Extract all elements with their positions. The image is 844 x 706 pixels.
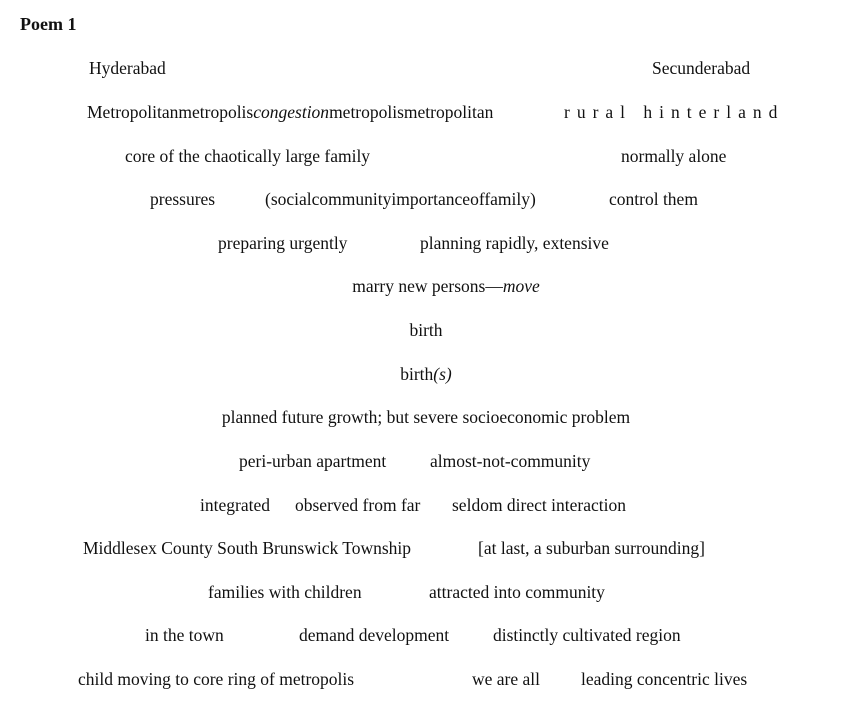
line-10-left: peri-urban apartment: [239, 451, 387, 471]
poem-line-1: [0, 58, 844, 82]
line-2-part-2: metropolismetropolitan: [329, 102, 494, 122]
poem-line-15: [0, 669, 844, 693]
line-11-right: seldom direct interaction: [452, 495, 626, 515]
poem-line-9: [0, 407, 844, 431]
line-8-text: [400, 364, 452, 385]
line-10-right: almost-not-community: [430, 451, 591, 471]
line-15-middle: we are all: [472, 669, 541, 689]
poem-line-10: [0, 451, 844, 475]
line-15-left: child moving to core ring of metropolis: [78, 669, 355, 689]
line-5-left: preparing urgently: [218, 233, 348, 253]
line-12-right: [at last, a suburban surrounding]: [478, 538, 705, 558]
poem-line-3: [0, 146, 844, 170]
line-8-part-1: birth: [400, 364, 434, 384]
line-7-text: birth: [409, 320, 443, 340]
poem-line-8: [0, 364, 844, 388]
line-1-left: Hyderabad: [89, 58, 166, 78]
line-4-right: control them: [609, 189, 698, 209]
line-2-right: rural hinterland: [564, 102, 785, 122]
line-6-emphasis: move: [502, 276, 540, 296]
line-3-left: core of the chaotically large family: [125, 146, 371, 166]
line-11-left: integrated: [200, 495, 270, 515]
line-2-emphasis: congestion: [253, 102, 330, 122]
line-14-right: distinctly cultivated region: [493, 625, 681, 645]
poem-line-13: [0, 582, 844, 606]
line-2-left: [87, 102, 493, 123]
line-15-right: leading concentric lives: [581, 669, 748, 689]
poem-line-6: [0, 276, 844, 300]
poem-line-11: [0, 495, 844, 519]
line-13-right: attracted into community: [429, 582, 605, 602]
line-6-part-1: marry new persons—: [352, 276, 503, 296]
line-4-middle: (socialcommunityimportanceoffamily): [265, 189, 536, 209]
line-9-text: planned future growth; but severe socioeconomic problem: [221, 407, 631, 427]
line-8-emphasis: (s): [433, 364, 452, 384]
line-2-part-1: Metropolitanmetropolis: [87, 102, 254, 122]
poem-line-2: [0, 102, 844, 126]
poem-line-5: [0, 233, 844, 257]
line-13-left: families with children: [208, 582, 362, 602]
line-14-middle: demand development: [299, 625, 450, 645]
line-12-left: Middlesex County South Brunswick Township: [83, 538, 412, 558]
line-3-right: normally alone: [621, 146, 727, 166]
line-4-left: pressures: [150, 189, 216, 209]
line-11-middle: observed from far: [295, 495, 421, 515]
poem-line-4: [0, 189, 844, 213]
line-6-text: [352, 276, 540, 297]
line-1-right: Secunderabad: [652, 58, 751, 78]
line-14-left: in the town: [145, 625, 224, 645]
poem-line-14: [0, 625, 844, 649]
poem-title: Poem 1: [20, 14, 77, 34]
poem-line-7: [0, 320, 844, 344]
line-5-right: planning rapidly, extensive: [420, 233, 609, 253]
poem-line-12: [0, 538, 844, 562]
